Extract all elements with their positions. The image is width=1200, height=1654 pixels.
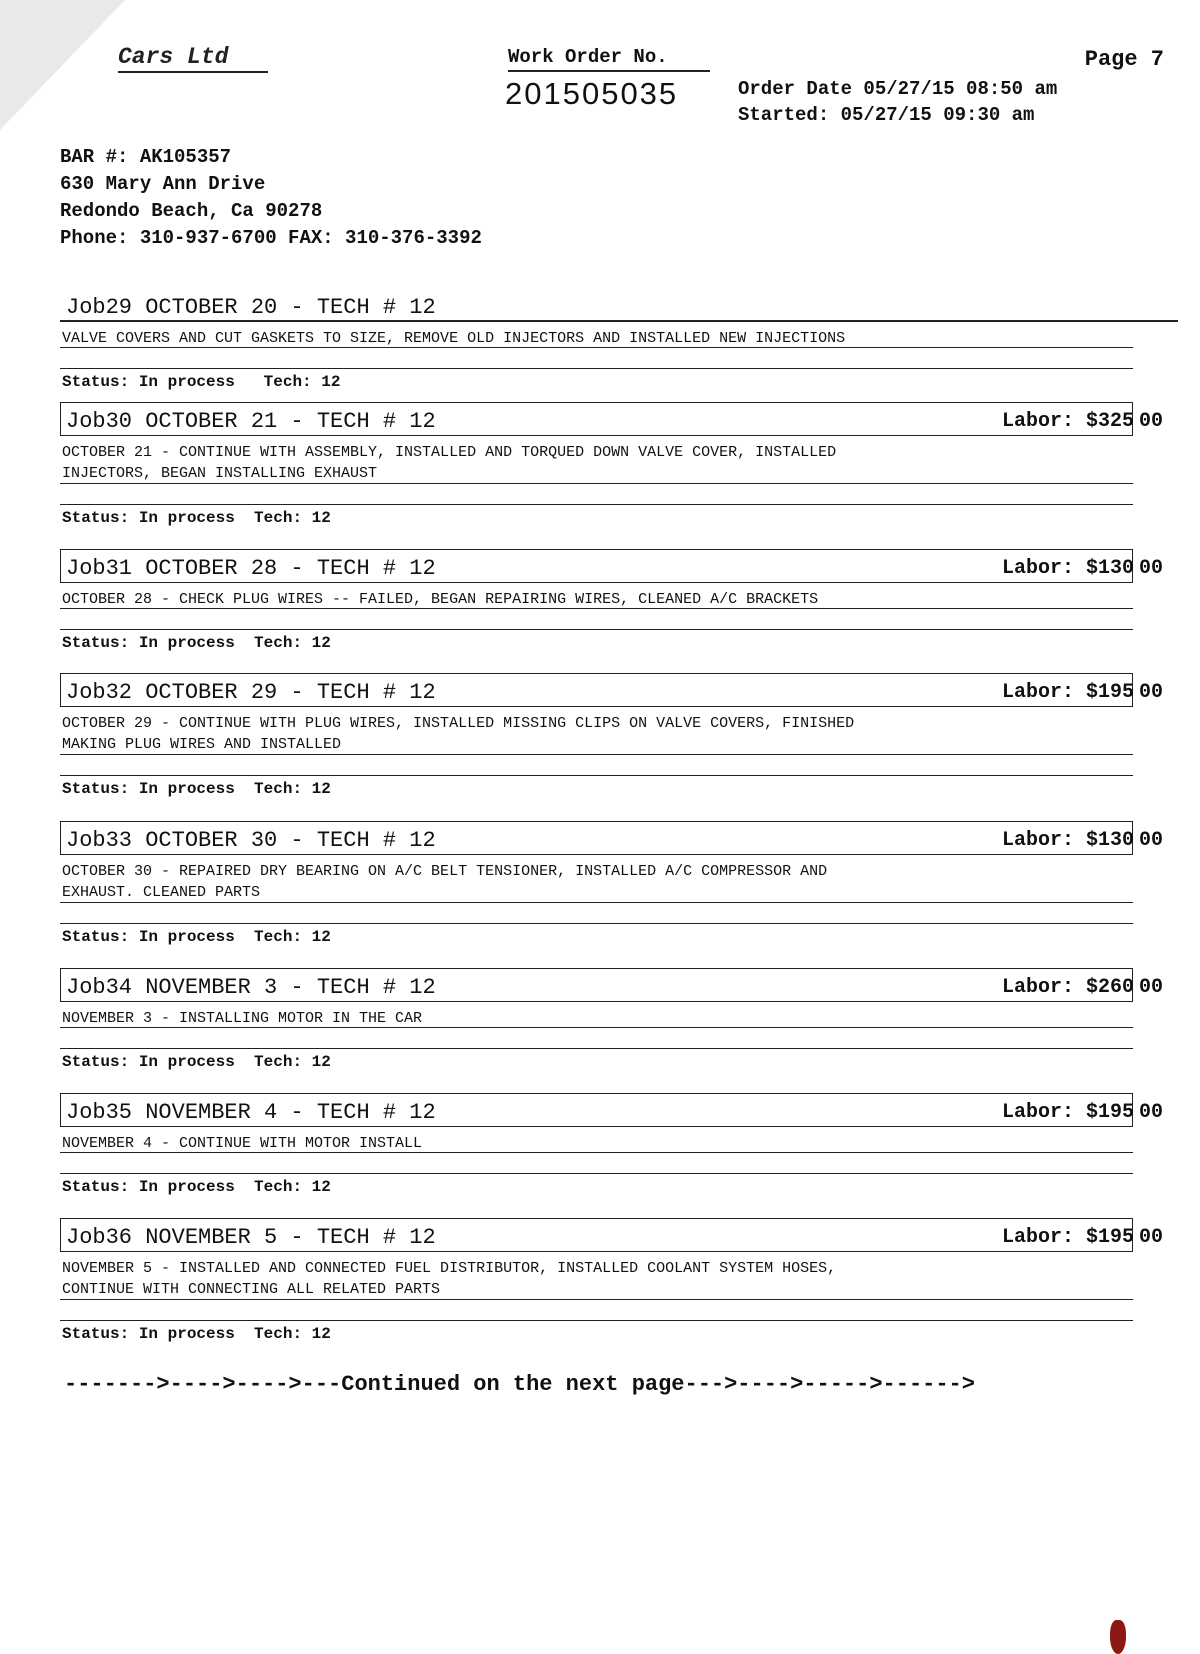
order-date: Order Date 05/27/15 08:50 am [738,78,1058,100]
divider [60,1048,1133,1049]
tech-text: Tech: 12 [263,373,341,391]
divider [60,1320,1133,1321]
work-order-number: 201505035 [505,76,679,111]
job-status [60,927,1135,947]
divider [60,1173,1133,1174]
job-status [60,372,1135,392]
started-date: Started: 05/27/15 09:30 am [738,104,1035,126]
work-order-label: Work Order No. [508,46,710,72]
job-title: Job36 NOVEMBER 5 - TECH # 12 [66,1225,436,1250]
tech-text: Tech: 12 [254,509,331,527]
job-header [60,402,1178,436]
job-title: Job35 NOVEMBER 4 - TECH # 12 [66,1100,436,1125]
labor-amount: Labor: $260 [1001,976,1134,999]
job-header [60,1218,1178,1252]
job-title: Job34 NOVEMBER 3 - TECH # 12 [66,975,436,1000]
status-text: Status: In process [62,928,235,946]
job-description: NOVEMBER 4 - CONTINUE WITH MOTOR INSTALL [60,1127,1133,1153]
labor-amount: Labor: $325 [1001,410,1134,433]
address-line-1: 630 Mary Ann Drive [60,173,266,195]
company-name: Cars Ltd [118,44,268,73]
job-description: OCTOBER 30 - REPAIRED DRY BEARING ON A/C BELT TENSIONER, INSTALLED A/C COMPRESSOR AND EXHAUST. CLEANED PARTS [60,855,1133,903]
status-text: Status: In process [62,780,235,798]
job-description: OCTOBER 21 - CONTINUE WITH ASSEMBLY, INSTALLED AND TORQUED DOWN VALVE COVER, INSTALLED INJECTORS, BEGAN INSTALLING EXHAUST [60,436,1133,484]
job-title: Job32 OCTOBER 29 - TECH # 12 [66,680,436,705]
job-entry [60,1093,1178,1197]
status-text: Status: In process [62,373,235,391]
job-header [60,549,1178,583]
status-text: Status: In process [62,1053,235,1071]
job-entry [60,549,1178,653]
tech-text: Tech: 12 [254,928,331,946]
job-status [60,633,1135,653]
tech-text: Tech: 12 [254,1178,331,1196]
job-description: OCTOBER 28 - CHECK PLUG WIRES -- FAILED, BEGAN REPAIRING WIRES, CLEANED A/C BRACKETS [60,583,1133,609]
shop-info [60,144,482,252]
job-description: OCTOBER 29 - CONTINUE WITH PLUG WIRES, INSTALLED MISSING CLIPS ON VALVE COVERS, FINISHED MAKING PLUG WIRES AND INSTALLED [60,707,1133,755]
folded-page-corner [0,0,125,130]
job-description: NOVEMBER 5 - INSTALLED AND CONNECTED FUEL DISTRIBUTOR, INSTALLED COOLANT SYSTEM HOSES, CONTINUE WITH CONNECTING ALL RELATED PARTS [60,1252,1133,1300]
tech-text: Tech: 12 [254,1053,331,1071]
labor-cents: 00 [1139,557,1164,580]
tech-text: Tech: 12 [254,780,331,798]
job-status [60,1324,1135,1344]
job-header [60,673,1178,707]
job-entry [60,402,1178,528]
order-dates [738,76,1057,128]
labor-cents: 00 [1139,681,1164,704]
status-text: Status: In process [62,634,235,652]
phone-fax: Phone: 310-937-6700 FAX: 310-376-3392 [60,227,482,249]
job-title: Job31 OCTOBER 28 - TECH # 12 [66,556,436,581]
labor-amount: Labor: $130 [1001,829,1134,852]
job-status [60,508,1135,528]
divider [60,629,1133,630]
labor-amount: Labor: $195 [1001,681,1134,704]
job-title: Job30 OCTOBER 21 - TECH # 12 [66,409,436,434]
divider [60,368,1133,369]
tech-text: Tech: 12 [254,1325,331,1343]
ink-stain [1110,1620,1126,1654]
job-entry [60,968,1178,1072]
labor-cents: 00 [1139,1226,1164,1249]
job-header [60,968,1178,1002]
divider [60,923,1133,924]
status-text: Status: In process [62,1178,235,1196]
labor-amount: Labor: $130 [1001,557,1134,580]
job-header [60,1093,1178,1127]
job-description: NOVEMBER 3 - INSTALLING MOTOR IN THE CAR [60,1002,1133,1028]
job-status [60,1177,1135,1197]
tech-text: Tech: 12 [254,634,331,652]
job-description: VALVE COVERS AND CUT GASKETS TO SIZE, REMOVE OLD INJECTORS AND INSTALLED NEW INJECTIONS [60,322,1133,348]
job-entry [60,1218,1178,1344]
labor-amount: Labor: $195 [1001,1226,1134,1249]
job-title: Job33 OCTOBER 30 - TECH # 12 [66,828,436,853]
continued-notice: ------->---->---->---Continued on the next page--->---->----->------> [64,1372,975,1397]
labor-cents: 00 [1139,829,1164,852]
job-status [60,779,1135,799]
labor-amount: Labor: $195 [1001,1101,1134,1124]
job-header [60,821,1178,855]
bar-number: BAR #: AK105357 [60,146,232,168]
status-text: Status: In process [62,1325,235,1343]
address-line-2: Redondo Beach, Ca 90278 [60,200,323,222]
status-text: Status: In process [62,509,235,527]
labor-cents: 00 [1139,410,1164,433]
job-status [60,1052,1135,1072]
job-entry [60,296,1178,392]
divider [60,775,1133,776]
divider [60,504,1133,505]
job-entry [60,673,1178,799]
job-title: Job29 OCTOBER 20 - TECH # 12 [60,296,1178,322]
labor-cents: 00 [1139,1101,1164,1124]
labor-cents: 00 [1139,976,1164,999]
page-number: Page 7 [1084,47,1164,72]
job-entry [60,821,1178,947]
